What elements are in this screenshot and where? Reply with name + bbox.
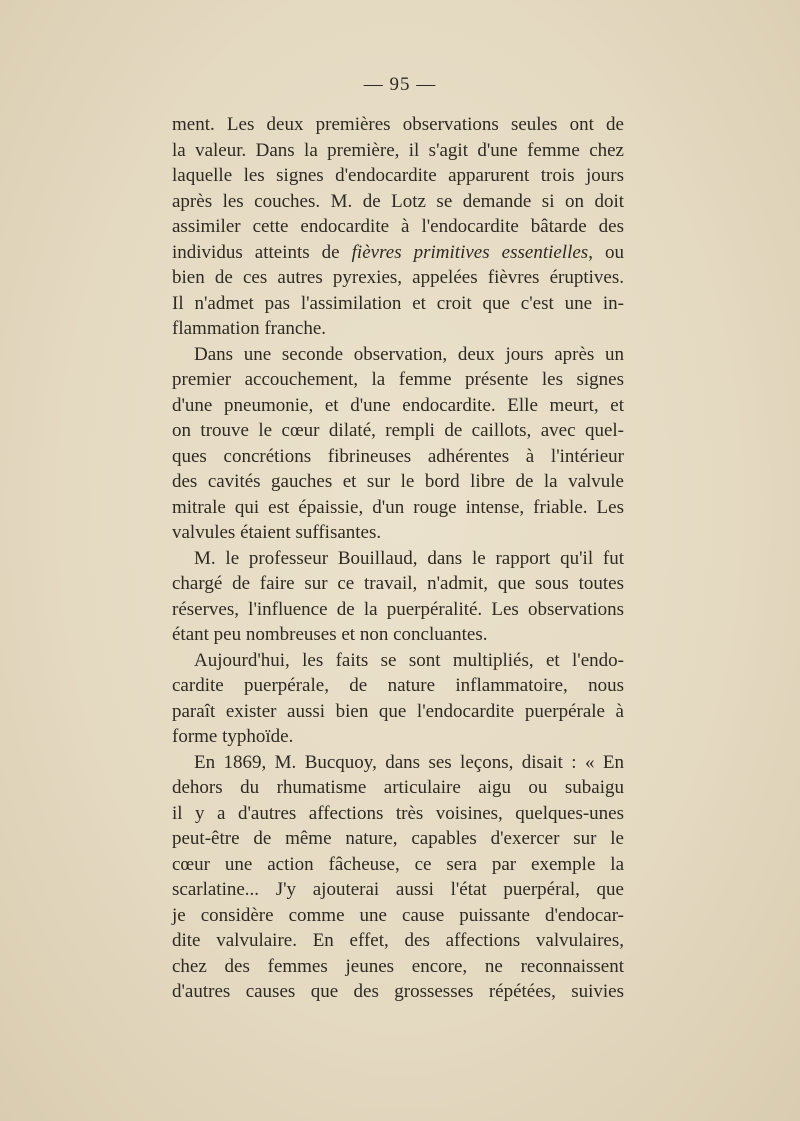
text-line: paraît exister aussi bien que l'endocardite puerpérale à bbox=[172, 700, 624, 722]
paragraph-5 bbox=[172, 750, 624, 1005]
text-line: peut-être de même nature, capables d'exercer sur le bbox=[172, 828, 624, 849]
paragraph-1 bbox=[172, 112, 624, 342]
line-suffix: , ou bbox=[588, 241, 624, 263]
text-line: étant peu nombreuses et non concluantes. bbox=[172, 624, 488, 645]
text-line: dite valvulaire. En effet, des affections valvulaires, bbox=[172, 930, 624, 951]
paragraph-3 bbox=[172, 546, 624, 648]
text-line: je considère comme une cause puissante d'endocar- bbox=[172, 904, 624, 926]
text-line: premier accouchement, la femme présente les signes bbox=[172, 369, 624, 390]
text-line: réserves, l'influence de la puerpéralité. Les observations bbox=[172, 598, 624, 620]
text-line: cœur une action fâcheuse, ce sera par exemple la bbox=[172, 853, 624, 875]
text-line-with-italic bbox=[172, 240, 624, 266]
text-line: Dans une seconde observation, deux jours après un bbox=[194, 343, 624, 365]
text-line: ques concrétions fibrineuses adhérentes à l'intérieur bbox=[172, 445, 624, 467]
text-line: assimiler cette endocardite à l'endocardite bâtarde des bbox=[172, 216, 624, 237]
body-text bbox=[172, 112, 624, 1005]
line-prefix: individus atteints de bbox=[172, 241, 352, 263]
text-line: des cavités gauches et sur le bord libre de la valvule bbox=[172, 471, 624, 492]
text-line: laquelle les signes d'endocardite apparurent trois jours bbox=[172, 165, 624, 186]
text-line: la valeur. Dans la première, il s'agit d'une femme chez bbox=[172, 139, 624, 161]
text-line: dehors du rhumatisme articulaire aigu ou subaigu bbox=[172, 777, 624, 798]
text-line: En 1869, M. Bucquoy, dans ses leçons, disait : « En bbox=[194, 751, 624, 773]
text-line: après les couches. M. de Lotz se demande si on doit bbox=[172, 190, 624, 212]
text-line: chargé de faire sur ce travail, n'admit, que sous toutes bbox=[172, 573, 624, 594]
text-line: ment. Les deux premières observations seules ont de bbox=[172, 114, 624, 135]
italic-phrase: fièvres primitives essentielles bbox=[351, 241, 589, 263]
paragraph-4 bbox=[172, 648, 624, 750]
text-line: scarlatine... J'y ajouterai aussi l'état puerpéral, que bbox=[172, 879, 624, 900]
text-line: flammation franche. bbox=[172, 318, 327, 339]
text-line: Aujourd'hui, les faits se sont multipliés, et l'endo- bbox=[194, 649, 624, 671]
page-number: — 95 — bbox=[363, 74, 437, 95]
text-line: on trouve le cœur dilaté, rempli de caillots, avec quel- bbox=[172, 420, 624, 441]
text-line: chez des femmes jeunes encore, ne reconnaissent bbox=[172, 955, 624, 977]
text-line: M. le professeur Bouillaud, dans le rapport qu'il fut bbox=[194, 547, 624, 569]
text-line: il y a d'autres affections très voisines, quelques-unes bbox=[172, 802, 624, 824]
text-line: bien de ces autres pyrexies, appelées fièvres éruptives. bbox=[172, 267, 624, 288]
text-line: d'autres causes que des grossesses répétées, suivies bbox=[172, 981, 624, 1002]
paragraph-2 bbox=[172, 342, 624, 546]
text-line: forme typhoïde. bbox=[172, 726, 294, 747]
text-line: mitrale qui est épaissie, d'un rouge intense, friable. Les bbox=[172, 496, 624, 518]
text-line: d'une pneumonie, et d'une endocardite. Elle meurt, et bbox=[172, 394, 624, 416]
text-line: cardite puerpérale, de nature inflammatoire, nous bbox=[172, 675, 624, 696]
text-line: Il n'admet pas l'assimilation et croit que c'est une in- bbox=[172, 292, 624, 314]
text-line: valvules étaient suffisantes. bbox=[172, 522, 382, 543]
